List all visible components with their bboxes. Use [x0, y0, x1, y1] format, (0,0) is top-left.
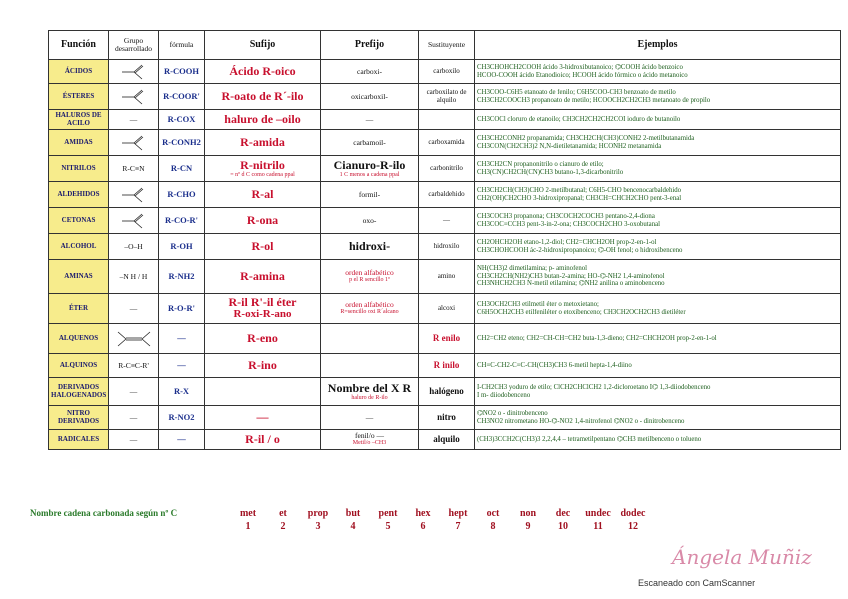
chain-number: 3 [315, 521, 321, 532]
ejemplos-cell [475, 208, 841, 234]
chain-prefix: oct [486, 508, 500, 519]
chain-item [265, 508, 301, 532]
sufijo-text: R-amina [240, 269, 285, 284]
grupo-cell: — [109, 110, 159, 130]
sufijo-text: R-il / o [245, 432, 280, 447]
grupo-cell: –N H / H [109, 260, 159, 294]
ejemplos-cell [475, 84, 841, 110]
prefijo-cell [321, 406, 419, 430]
ejemplo-line: CH3CH2CONH2 propanamida; CH3CH2CH(CH3)CONH2 2-metilbutanamida [477, 134, 695, 142]
sufijo-cell [205, 406, 321, 430]
prefijo-cell [321, 182, 419, 208]
table-body [49, 60, 841, 450]
prefijo-note: R=sencillo oxi R´alcano [340, 309, 399, 316]
funcion-cell: ALQUINOS [49, 354, 109, 378]
formula-cell: R-OH [159, 234, 205, 260]
header-formula: fórmula [159, 31, 205, 60]
prefijo-cell [321, 84, 419, 110]
sufijo-cell [205, 182, 321, 208]
sustituyente-cell: nitro [419, 406, 475, 430]
funcion-cell: ÉSTERES [49, 84, 109, 110]
prefijo-cell [321, 234, 419, 260]
prefijo-cell [321, 354, 419, 378]
chain-item [405, 508, 441, 532]
sufijo-cell [205, 294, 321, 324]
chain-number: 2 [280, 521, 286, 532]
header-funcion: Función [49, 31, 109, 60]
sufijo-cell [205, 130, 321, 156]
chain-item [545, 508, 581, 532]
table-row [49, 234, 841, 260]
sustituyente-cell: carbaldehido [419, 182, 475, 208]
chain-number: 7 [455, 521, 461, 532]
sufijo-text: R-amida [240, 135, 285, 150]
ejemplos-cell [475, 354, 841, 378]
chain-label: Nombre cadena carbonada según nº C [30, 508, 178, 518]
carbon-chain-names [30, 508, 730, 538]
chain-number: 8 [490, 521, 496, 532]
table-row [49, 130, 841, 156]
table-row [49, 294, 841, 324]
funcion-cell: ALCOHOL [49, 234, 109, 260]
sufijo-text: R-il R'-il éter [228, 295, 297, 310]
ejemplos-cell [475, 130, 841, 156]
table-row [49, 60, 841, 84]
chain-number: 5 [385, 521, 391, 532]
structural-formula-icon [114, 87, 154, 107]
prefijo-cell [321, 430, 419, 450]
grupo-cell [109, 182, 159, 208]
ejemplos-cell [475, 60, 841, 84]
prefijo-text: carboxi- [357, 66, 382, 76]
grupo-cell [109, 208, 159, 234]
structural-formula-icon [114, 211, 154, 231]
ejemplo-line: CH3COCH3 propanona; CH3COCH2COCH3 pentano-2,4-diona [477, 212, 655, 220]
ejemplo-line: CH3COC≡CCH3 pent-3-in-2-ona; CH3COCH2CHO 3-oxobutanal [477, 220, 660, 228]
sufijo-note: R-oxi-R-ano [233, 308, 292, 321]
table-row [49, 110, 841, 130]
prefijo-text: orden alfabético [345, 268, 394, 278]
chain-number: 12 [628, 521, 638, 532]
prefijo-note: p el R sencillo 1º [349, 277, 390, 284]
sustituyente-cell: R enilo [419, 324, 475, 354]
ejemplo-line: CH3CHOHCOOH ác-2-hidroxipropanoico; ⌬-OH fenol; o hidroxibenceno [477, 246, 683, 254]
chain-number: 9 [525, 521, 531, 532]
grupo-cell [109, 324, 159, 354]
formula-cell: R-O-R' [159, 294, 205, 324]
structural-formula-icon [114, 329, 154, 349]
sufijo-text: R-nitrilo [240, 158, 285, 173]
prefijo-note: haluro de R-ilo [351, 394, 388, 401]
sustituyente-cell: hidroxilo [419, 234, 475, 260]
ejemplo-line: CH3(CN)CH2CH(CN)CH3 butano-1,3-dicarbonitrilo [477, 168, 624, 176]
header-sufijo: Sufijo [205, 31, 321, 60]
ejemplo-line: CH3CHOHCH2COOH ácido 3-hidroxibutanoico; ⌬COOH ácido benzoico [477, 63, 683, 71]
ejemplo-line: C6H5OCH2CH3 etilfeniléter o etoxibenceno; CH3CH2OCH2CH3 dietiléter [477, 308, 686, 316]
funcion-cell: ÉTER [49, 294, 109, 324]
ejemplo-line: CH3CH2CH(NH2)CH3 butan-2-amina; HO-⌬-NH2 1,4-aminofenol [477, 272, 665, 280]
sustituyente-cell: halógeno [419, 378, 475, 406]
chain-number: 10 [558, 521, 568, 532]
prefijo-text: hidroxi- [348, 239, 391, 254]
table-row [49, 182, 841, 208]
ejemplos-cell [475, 260, 841, 294]
chain-number: 6 [420, 521, 426, 532]
table-row [49, 156, 841, 182]
ejemplo-line: CH3COO-C6H5 etanoato de fenilo; C6H5COO-CH3 benzoato de metilo [477, 88, 676, 96]
funcion-cell: NITRO DERIVADOS [49, 406, 109, 430]
ejemplos-cell [475, 182, 841, 208]
sufijo-cell [205, 430, 321, 450]
chain-prefix: hex [415, 508, 431, 519]
sustituyente-cell: alquilo [419, 430, 475, 450]
formula-cell: R-CN [159, 156, 205, 182]
table-row [49, 324, 841, 354]
ejemplo-line: NH(CH3)2 dimetilamina; p- aminofenol [477, 264, 588, 272]
chain-number: 1 [245, 521, 251, 532]
prefijo-cell [321, 156, 419, 182]
ejemplo-line: I m- diiodobenceno [477, 391, 531, 399]
sufijo-cell [205, 110, 321, 130]
sufijo-cell [205, 234, 321, 260]
prefijo-text: fenil/o — [355, 431, 384, 441]
prefijo-cell [321, 208, 419, 234]
prefijo-note: Metil/o –CH3 [352, 440, 387, 447]
ejemplos-cell [475, 234, 841, 260]
sufijo-text: R-ol [251, 239, 274, 254]
chain-number: 4 [350, 521, 356, 532]
formula-cell: R-COX [159, 110, 205, 130]
sufijo-text: R-ona [246, 213, 279, 228]
ejemplo-line: CH3CON(CH2CH3)2 N,N-dietiletanamida; HCONH2 metanamida [477, 142, 662, 150]
prefijo-text: oxo- [362, 215, 377, 225]
sufijo-cell [205, 60, 321, 84]
funcion-cell: HALUROS DE ACILO [49, 110, 109, 130]
formula-cell: R-X [159, 378, 205, 406]
chain-prefix: but [345, 508, 361, 519]
ejemplos-cell [475, 406, 841, 430]
formula-cell: — [159, 430, 205, 450]
sustituyente-cell: — [419, 208, 475, 234]
scanner-watermark: Escaneado con CamScanner [638, 578, 756, 588]
structural-formula-icon [114, 62, 154, 82]
sustituyente-cell: R inilo [419, 354, 475, 378]
grupo-cell: R-C≡C-R' [109, 354, 159, 378]
sufijo-cell [205, 354, 321, 378]
sufijo-text: haluro de –oilo [224, 112, 301, 127]
ejemplo-line: CH3CH2COOCH3 propanoato de metilo; HCOOCH2CH2CH3 metanoato de propilo [477, 96, 711, 104]
structural-formula-icon [114, 185, 154, 205]
formula-cell: — [159, 354, 205, 378]
prefijo-note: 1 C menos a cadena ppal [339, 171, 400, 178]
chain-prefix: dec [555, 508, 571, 519]
chain-item [475, 508, 511, 532]
grupo-cell: — [109, 378, 159, 406]
chain-prefix: pent [378, 508, 398, 519]
funcion-cell: DERIVADOS HALOGENADOS [49, 378, 109, 406]
ejemplo-line: I-CH2CH3 yoduro de etilo; ClCH2CHClCH2 1,2-dicloroetano I⌬ 1,3-diiodobenceno [477, 383, 711, 391]
prefijo-text: — [365, 114, 374, 124]
sufijo-cell [205, 208, 321, 234]
prefijo-cell [321, 324, 419, 354]
table-row [49, 84, 841, 110]
chain-prefix: et [279, 508, 287, 519]
ejemplo-line: CH3CH2CH(CH3)CHO 2-metilbutanal; C6H5-CHO bencenocarbaldehido [477, 186, 682, 194]
chain-item [300, 508, 336, 532]
formula-cell: R-NO2 [159, 406, 205, 430]
ejemplo-line: HCOO-COOH ácido Etanodioico; HCOOH ácido fórmico o ácido metanoico [477, 71, 688, 79]
ejemplos-cell [475, 156, 841, 182]
sufijo-cell [205, 378, 321, 406]
sustituyente-cell [419, 110, 475, 130]
prefijo-text: oxicarboxil- [351, 91, 388, 101]
ejemplo-line: CH3COCl cloruro de etanoilo; CH3CH2CH2CH2COI ioduro de butanoilo [477, 115, 681, 123]
grupo-cell: R-C≡N [109, 156, 159, 182]
funcion-cell: RADICALES [49, 430, 109, 450]
grupo-cell: — [109, 406, 159, 430]
chain-prefix: undec [585, 508, 611, 519]
sufijo-note: = nº d C como cadena ppal [230, 171, 295, 178]
chain-item [230, 508, 266, 532]
prefijo-text: — [365, 412, 374, 422]
formula-cell: R-CONH2 [159, 130, 205, 156]
chain-item [335, 508, 371, 532]
prefijo-cell [321, 110, 419, 130]
ejemplo-line: CH2=CH2 eteno; CH2=CH-CH=CH2 buta-1,3-dieno; CH2=CHCH2OH prop-2-en-1-ol [477, 334, 717, 342]
chain-item [370, 508, 406, 532]
prefijo-cell [321, 378, 419, 406]
prefijo-text: carbamoil- [353, 137, 386, 147]
chain-item [440, 508, 476, 532]
table-header-row [49, 31, 841, 60]
table-row [49, 430, 841, 450]
sustituyente-cell: carbonitrilo [419, 156, 475, 182]
chain-prefix: met [239, 508, 257, 519]
formula-cell: R-COOH [159, 60, 205, 84]
sufijo-text: — [256, 410, 269, 425]
table-row [49, 354, 841, 378]
formula-cell: — [159, 324, 205, 354]
chain-item [580, 508, 616, 532]
sustituyente-cell: carboxilo [419, 60, 475, 84]
ejemplo-line: CH3CH2CN propanonitrilo o cianuro de etilo; [477, 160, 604, 168]
grupo-cell: –O–H [109, 234, 159, 260]
chain-item [510, 508, 546, 532]
funcion-cell: ALQUENOS [49, 324, 109, 354]
grupo-cell: — [109, 294, 159, 324]
funcion-cell: ÁCIDOS [49, 60, 109, 84]
sufijo-cell [205, 324, 321, 354]
ejemplos-cell [475, 294, 841, 324]
table-row [49, 406, 841, 430]
sufijo-text: R-ino [248, 358, 277, 373]
ejemplo-line: ⌬NO2 o - dinitrobenceno [477, 409, 548, 417]
grupo-cell: — [109, 430, 159, 450]
funcion-cell: AMINAS [49, 260, 109, 294]
prefijo-cell [321, 60, 419, 84]
ejemplo-line: CH3NO2 nitrometano HO-⌬-NO2 1,4-nitrofenol ⌬NO2 o - dinitrobenceno [477, 417, 685, 425]
ejemplo-line: CH≡C-CH2-C≡C-CH(CH3)CH3 6-metil hepta-1,4-diino [477, 361, 632, 369]
prefijo-cell [321, 130, 419, 156]
header-ejemplos: Ejemplos [475, 31, 841, 60]
prefijo-text: formil- [358, 189, 381, 199]
funcion-cell: ALDEHIDOS [49, 182, 109, 208]
chain-prefix: hept [448, 508, 468, 519]
author-signature: Ángela Muñiz [672, 545, 812, 569]
sufijo-cell [205, 84, 321, 110]
formula-cell: R-COOR' [159, 84, 205, 110]
chain-number: 11 [593, 521, 603, 532]
prefijo-text: Nombre del X R [327, 381, 412, 396]
table-row [49, 378, 841, 406]
sustituyente-cell: amino [419, 260, 475, 294]
ejemplo-line: CH3OCH2CH3 etilmetil éter o metoxietano; [477, 300, 599, 308]
prefijo-text: Cianuro-R-ilo [333, 158, 406, 173]
sustituyente-cell: alcoxi [419, 294, 475, 324]
table-row [49, 208, 841, 234]
funcion-cell: NITRILOS [49, 156, 109, 182]
ejemplos-cell [475, 378, 841, 406]
ejemplos-cell [475, 110, 841, 130]
functional-groups-table [48, 30, 841, 450]
chain-prefix: dodec [620, 508, 646, 519]
prefijo-text: orden alfabético [345, 300, 394, 310]
header-sustituyente: Sustituyente [419, 31, 475, 60]
sustituyente-cell: carboxamida [419, 130, 475, 156]
funcion-cell: CETONAS [49, 208, 109, 234]
formula-cell: R-NH2 [159, 260, 205, 294]
sustituyente-cell: carboxilato de alquilo [419, 84, 475, 110]
ejemplo-line: CH3NHCH2CH3 N-metil etilamina; ⌬NH2 anilina o aminobenceno [477, 280, 665, 288]
sufijo-cell [205, 260, 321, 294]
table-row [49, 260, 841, 294]
formula-cell: R-CHO [159, 182, 205, 208]
chain-prefix: non [519, 508, 537, 519]
formula-cell: R-CO-R' [159, 208, 205, 234]
funcion-cell: AMIDAS [49, 130, 109, 156]
header-grupo: Grupo desarrollado [109, 31, 159, 60]
sufijo-cell [205, 156, 321, 182]
ejemplo-line: CH2(OH)CH2CHO 3-hidroxipropanal; CH3CH=CHCH2CHO pent-3-enal [477, 194, 682, 202]
sufijo-text: R-oato de R´-ilo [221, 89, 304, 104]
ejemplos-cell [475, 430, 841, 450]
chain-item [615, 508, 651, 532]
structural-formula-icon [114, 133, 154, 153]
prefijo-cell [321, 294, 419, 324]
ejemplos-cell [475, 324, 841, 354]
grupo-cell [109, 130, 159, 156]
chain-prefix: prop [307, 508, 329, 519]
sufijo-text: R-eno [247, 331, 278, 346]
grupo-cell [109, 60, 159, 84]
prefijo-cell [321, 260, 419, 294]
header-prefijo: Prefijo [321, 31, 419, 60]
grupo-cell [109, 84, 159, 110]
ejemplo-line: CH2OHCH2OH etano-1,2-diol; CH2=CHCH2OH prop-2-en-1-ol [477, 238, 657, 246]
ejemplo-line: (CH3)3CCH2C(CH3)3 2,2,4,4 – tetrametilpentano ⌬CH3 metilbenceno o tolueno [477, 435, 702, 443]
sufijo-text: R-al [251, 187, 274, 202]
sufijo-text: Ácido R-oico [229, 64, 296, 79]
